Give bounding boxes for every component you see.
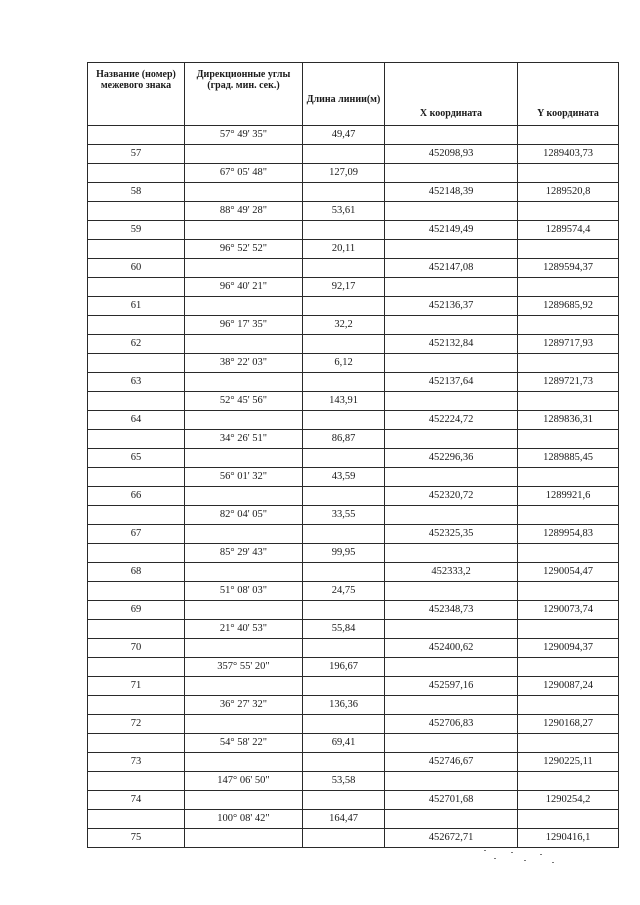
y-coordinate-cell-empty: [518, 620, 619, 639]
y-coordinate-cell: 1289836,31: [518, 411, 619, 430]
y-coordinate-cell-empty: [518, 202, 619, 221]
point-name-cell-empty: [88, 164, 185, 183]
line-length-cell: 20,11: [303, 240, 385, 259]
y-coordinate-cell: 1290225,11: [518, 753, 619, 772]
y-coordinate-cell-empty: [518, 164, 619, 183]
direction-angle-cell: 21° 40' 53": [185, 620, 303, 639]
y-coordinate-cell-empty: [518, 506, 619, 525]
x-coordinate-cell-empty: [385, 544, 518, 563]
x-coordinate-cell: 452597,16: [385, 677, 518, 696]
x-coordinate-cell-empty: [385, 734, 518, 753]
y-coordinate-cell-empty: [518, 582, 619, 601]
line-length-cell: 136,36: [303, 696, 385, 715]
table-row-segment: [88, 468, 619, 487]
point-name-cell-empty: [88, 278, 185, 297]
x-coordinate-cell: 452098,93: [385, 145, 518, 164]
line-length-cell-empty: [303, 335, 385, 354]
x-coordinate-cell-empty: [385, 164, 518, 183]
direction-angle-cell-empty: [185, 145, 303, 164]
table-row-point: [88, 259, 619, 278]
boundary-coordinates-table: [87, 62, 619, 848]
y-coordinate-cell: 1290168,27: [518, 715, 619, 734]
table-row-point: [88, 487, 619, 506]
x-coordinate-cell: 452132,84: [385, 335, 518, 354]
header-direction-angle: Дирекционные углы (град. мин. сек.): [185, 63, 303, 126]
x-coordinate-cell: 452149,49: [385, 221, 518, 240]
table-row-point: [88, 601, 619, 620]
point-name-cell-empty: [88, 392, 185, 411]
point-name-cell-empty: [88, 734, 185, 753]
x-coordinate-cell: 452706,83: [385, 715, 518, 734]
x-coordinate-cell: 452320,72: [385, 487, 518, 506]
direction-angle-cell: 96° 52' 52": [185, 240, 303, 259]
table-row-segment: [88, 582, 619, 601]
point-name-cell: 70: [88, 639, 185, 658]
table-row-segment: [88, 696, 619, 715]
point-name-cell: 74: [88, 791, 185, 810]
direction-angle-cell: 54° 58' 22": [185, 734, 303, 753]
point-name-cell-empty: [88, 658, 185, 677]
point-name-cell-empty: [88, 316, 185, 335]
y-coordinate-cell-empty: [518, 734, 619, 753]
direction-angle-cell: 96° 17' 35": [185, 316, 303, 335]
direction-angle-cell-empty: [185, 411, 303, 430]
x-coordinate-cell-empty: [385, 316, 518, 335]
table-row-segment: [88, 202, 619, 221]
direction-angle-cell-empty: [185, 563, 303, 582]
y-coordinate-cell: 1289685,92: [518, 297, 619, 316]
line-length-cell-empty: [303, 715, 385, 734]
point-name-cell: 61: [88, 297, 185, 316]
point-name-cell: 63: [88, 373, 185, 392]
y-coordinate-cell-empty: [518, 392, 619, 411]
y-coordinate-cell: 1289721,73: [518, 373, 619, 392]
direction-angle-cell: 357° 55' 20": [185, 658, 303, 677]
table-row-point: [88, 373, 619, 392]
point-name-cell-empty: [88, 696, 185, 715]
x-coordinate-cell-empty: [385, 696, 518, 715]
direction-angle-cell-empty: [185, 715, 303, 734]
header-y-coordinate: Y координата: [518, 63, 619, 126]
point-name-cell-empty: [88, 468, 185, 487]
direction-angle-cell-empty: [185, 753, 303, 772]
direction-angle-cell: 96° 40' 21": [185, 278, 303, 297]
table-row-point: [88, 221, 619, 240]
point-name-cell: 75: [88, 829, 185, 848]
y-coordinate-cell-empty: [518, 278, 619, 297]
table-row-segment: [88, 392, 619, 411]
line-length-cell-empty: [303, 525, 385, 544]
line-length-cell-empty: [303, 297, 385, 316]
line-length-cell-empty: [303, 411, 385, 430]
point-name-cell-empty: [88, 772, 185, 791]
direction-angle-cell-empty: [185, 639, 303, 658]
point-name-cell-empty: [88, 240, 185, 259]
y-coordinate-cell-empty: [518, 126, 619, 145]
direction-angle-cell-empty: [185, 259, 303, 278]
table-row-point: [88, 449, 619, 468]
y-coordinate-cell-empty: [518, 316, 619, 335]
direction-angle-cell: 52° 45' 56": [185, 392, 303, 411]
table-row-segment: [88, 506, 619, 525]
direction-angle-cell-empty: [185, 791, 303, 810]
line-length-cell: 6,12: [303, 354, 385, 373]
table-row-point: [88, 677, 619, 696]
point-name-cell: 58: [88, 183, 185, 202]
x-coordinate-cell-empty: [385, 810, 518, 829]
line-length-cell-empty: [303, 639, 385, 658]
table-row-point: [88, 639, 619, 658]
x-coordinate-cell: 452147,08: [385, 259, 518, 278]
line-length-cell-empty: [303, 791, 385, 810]
line-length-cell: 43,59: [303, 468, 385, 487]
x-coordinate-cell-empty: [385, 202, 518, 221]
x-coordinate-cell-empty: [385, 278, 518, 297]
y-coordinate-cell: 1290073,74: [518, 601, 619, 620]
table-row-segment: [88, 354, 619, 373]
line-length-cell-empty: [303, 487, 385, 506]
table-row-point: [88, 297, 619, 316]
line-length-cell-empty: [303, 259, 385, 278]
table-row-point: [88, 145, 619, 164]
x-coordinate-cell-empty: [385, 392, 518, 411]
table-row-segment: [88, 734, 619, 753]
direction-angle-cell-empty: [185, 297, 303, 316]
point-name-cell: 62: [88, 335, 185, 354]
x-coordinate-cell-empty: [385, 582, 518, 601]
direction-angle-cell-empty: [185, 601, 303, 620]
x-coordinate-cell-empty: [385, 620, 518, 639]
x-coordinate-cell: 452137,64: [385, 373, 518, 392]
x-coordinate-cell-empty: [385, 468, 518, 487]
table-row-segment: [88, 772, 619, 791]
line-length-cell: 32,2: [303, 316, 385, 335]
y-coordinate-cell: 1289885,45: [518, 449, 619, 468]
direction-angle-cell-empty: [185, 677, 303, 696]
table-row-segment: [88, 658, 619, 677]
direction-angle-cell-empty: [185, 373, 303, 392]
y-coordinate-cell: 1290416,1: [518, 829, 619, 848]
x-coordinate-cell: 452148,39: [385, 183, 518, 202]
line-length-cell-empty: [303, 373, 385, 392]
table-row-segment: [88, 430, 619, 449]
y-coordinate-cell: 1289954,83: [518, 525, 619, 544]
header-x-coordinate: X координата: [385, 63, 518, 126]
x-coordinate-cell: 452325,35: [385, 525, 518, 544]
direction-angle-cell-empty: [185, 449, 303, 468]
y-coordinate-cell: 1289574,4: [518, 221, 619, 240]
table-body: [88, 126, 619, 848]
line-length-cell: 92,17: [303, 278, 385, 297]
table-row-point: [88, 715, 619, 734]
point-name-cell-empty: [88, 506, 185, 525]
table-row-point: [88, 753, 619, 772]
direction-angle-cell: 34° 26' 51": [185, 430, 303, 449]
y-coordinate-cell-empty: [518, 430, 619, 449]
point-name-cell: 66: [88, 487, 185, 506]
line-length-cell-empty: [303, 221, 385, 240]
direction-angle-cell: 51° 08' 03": [185, 582, 303, 601]
x-coordinate-cell-empty: [385, 506, 518, 525]
direction-angle-cell-empty: [185, 221, 303, 240]
line-length-cell: 69,41: [303, 734, 385, 753]
direction-angle-cell-empty: [185, 829, 303, 848]
point-name-cell: 71: [88, 677, 185, 696]
line-length-cell: 53,61: [303, 202, 385, 221]
y-coordinate-cell: 1290087,24: [518, 677, 619, 696]
direction-angle-cell: 147° 06' 50": [185, 772, 303, 791]
x-coordinate-cell: 452400,62: [385, 639, 518, 658]
direction-angle-cell: 36° 27' 32": [185, 696, 303, 715]
line-length-cell-empty: [303, 677, 385, 696]
table-row-segment: [88, 164, 619, 183]
line-length-cell-empty: [303, 145, 385, 164]
x-coordinate-cell-empty: [385, 354, 518, 373]
point-name-cell: 69: [88, 601, 185, 620]
table-row-segment: [88, 810, 619, 829]
point-name-cell: 60: [88, 259, 185, 278]
point-name-cell: 57: [88, 145, 185, 164]
y-coordinate-cell: 1289717,93: [518, 335, 619, 354]
line-length-cell: 55,84: [303, 620, 385, 639]
y-coordinate-cell-empty: [518, 696, 619, 715]
x-coordinate-cell: 452224,72: [385, 411, 518, 430]
line-length-cell-empty: [303, 753, 385, 772]
point-name-cell-empty: [88, 582, 185, 601]
y-coordinate-cell-empty: [518, 240, 619, 259]
line-length-cell: 49,47: [303, 126, 385, 145]
y-coordinate-cell-empty: [518, 544, 619, 563]
line-length-cell-empty: [303, 563, 385, 582]
y-coordinate-cell-empty: [518, 810, 619, 829]
point-name-cell-empty: [88, 126, 185, 145]
x-coordinate-cell: 452672,71: [385, 829, 518, 848]
x-coordinate-cell-empty: [385, 658, 518, 677]
x-coordinate-cell-empty: [385, 430, 518, 449]
direction-angle-cell: 88° 49' 28": [185, 202, 303, 221]
line-length-cell: 86,87: [303, 430, 385, 449]
line-length-cell: 196,67: [303, 658, 385, 677]
table-row-segment: [88, 316, 619, 335]
y-coordinate-cell-empty: [518, 354, 619, 373]
table-row-point: [88, 411, 619, 430]
point-name-cell-empty: [88, 354, 185, 373]
y-coordinate-cell: 1290054,47: [518, 563, 619, 582]
point-name-cell: 67: [88, 525, 185, 544]
y-coordinate-cell-empty: [518, 772, 619, 791]
point-name-cell: 64: [88, 411, 185, 430]
x-coordinate-cell-empty: [385, 126, 518, 145]
table-row-segment: [88, 278, 619, 297]
y-coordinate-cell: 1289921,6: [518, 487, 619, 506]
scan-specks: [480, 848, 560, 868]
direction-angle-cell: 38° 22' 03": [185, 354, 303, 373]
direction-angle-cell-empty: [185, 183, 303, 202]
direction-angle-cell: 82° 04' 05": [185, 506, 303, 525]
line-length-cell-empty: [303, 601, 385, 620]
point-name-cell: 65: [88, 449, 185, 468]
table-row-segment: [88, 544, 619, 563]
direction-angle-cell: 57° 49' 35": [185, 126, 303, 145]
x-coordinate-cell-empty: [385, 772, 518, 791]
table-row-point: [88, 791, 619, 810]
direction-angle-cell-empty: [185, 525, 303, 544]
line-length-cell-empty: [303, 183, 385, 202]
point-name-cell: 73: [88, 753, 185, 772]
point-name-cell: 68: [88, 563, 185, 582]
direction-angle-cell: 56° 01' 32": [185, 468, 303, 487]
line-length-cell: 53,58: [303, 772, 385, 791]
header-point-name: Название (номер) межевого знака: [88, 63, 185, 126]
table-row-segment: [88, 620, 619, 639]
y-coordinate-cell: 1289403,73: [518, 145, 619, 164]
table-row-segment: [88, 126, 619, 145]
x-coordinate-cell: 452348,73: [385, 601, 518, 620]
line-length-cell: 99,95: [303, 544, 385, 563]
x-coordinate-cell: 452333,2: [385, 563, 518, 582]
point-name-cell-empty: [88, 430, 185, 449]
y-coordinate-cell: 1289594,37: [518, 259, 619, 278]
table-row-point: [88, 525, 619, 544]
line-length-cell: 164,47: [303, 810, 385, 829]
x-coordinate-cell: 452136,37: [385, 297, 518, 316]
point-name-cell-empty: [88, 810, 185, 829]
line-length-cell-empty: [303, 829, 385, 848]
table-row-point: [88, 335, 619, 354]
table-row-point: [88, 183, 619, 202]
table-row-segment: [88, 240, 619, 259]
direction-angle-cell: 100° 08' 42": [185, 810, 303, 829]
line-length-cell: 33,55: [303, 506, 385, 525]
direction-angle-cell-empty: [185, 487, 303, 506]
line-length-cell: 143,91: [303, 392, 385, 411]
table-header-row: [88, 63, 619, 126]
table-row-point: [88, 563, 619, 582]
point-name-cell: 72: [88, 715, 185, 734]
x-coordinate-cell: 452701,68: [385, 791, 518, 810]
line-length-cell: 127,09: [303, 164, 385, 183]
y-coordinate-cell: 1289520,8: [518, 183, 619, 202]
point-name-cell-empty: [88, 544, 185, 563]
table-row-point: [88, 829, 619, 848]
point-name-cell: 59: [88, 221, 185, 240]
y-coordinate-cell: 1290094,37: [518, 639, 619, 658]
direction-angle-cell: 85° 29' 43": [185, 544, 303, 563]
direction-angle-cell: 67° 05' 48": [185, 164, 303, 183]
x-coordinate-cell: 452296,36: [385, 449, 518, 468]
point-name-cell-empty: [88, 620, 185, 639]
y-coordinate-cell-empty: [518, 468, 619, 487]
line-length-cell: 24,75: [303, 582, 385, 601]
x-coordinate-cell-empty: [385, 240, 518, 259]
point-name-cell-empty: [88, 202, 185, 221]
line-length-cell-empty: [303, 449, 385, 468]
y-coordinate-cell: 1290254,2: [518, 791, 619, 810]
x-coordinate-cell: 452746,67: [385, 753, 518, 772]
y-coordinate-cell-empty: [518, 658, 619, 677]
direction-angle-cell-empty: [185, 335, 303, 354]
header-line-length: Длина линии(м): [303, 63, 385, 126]
